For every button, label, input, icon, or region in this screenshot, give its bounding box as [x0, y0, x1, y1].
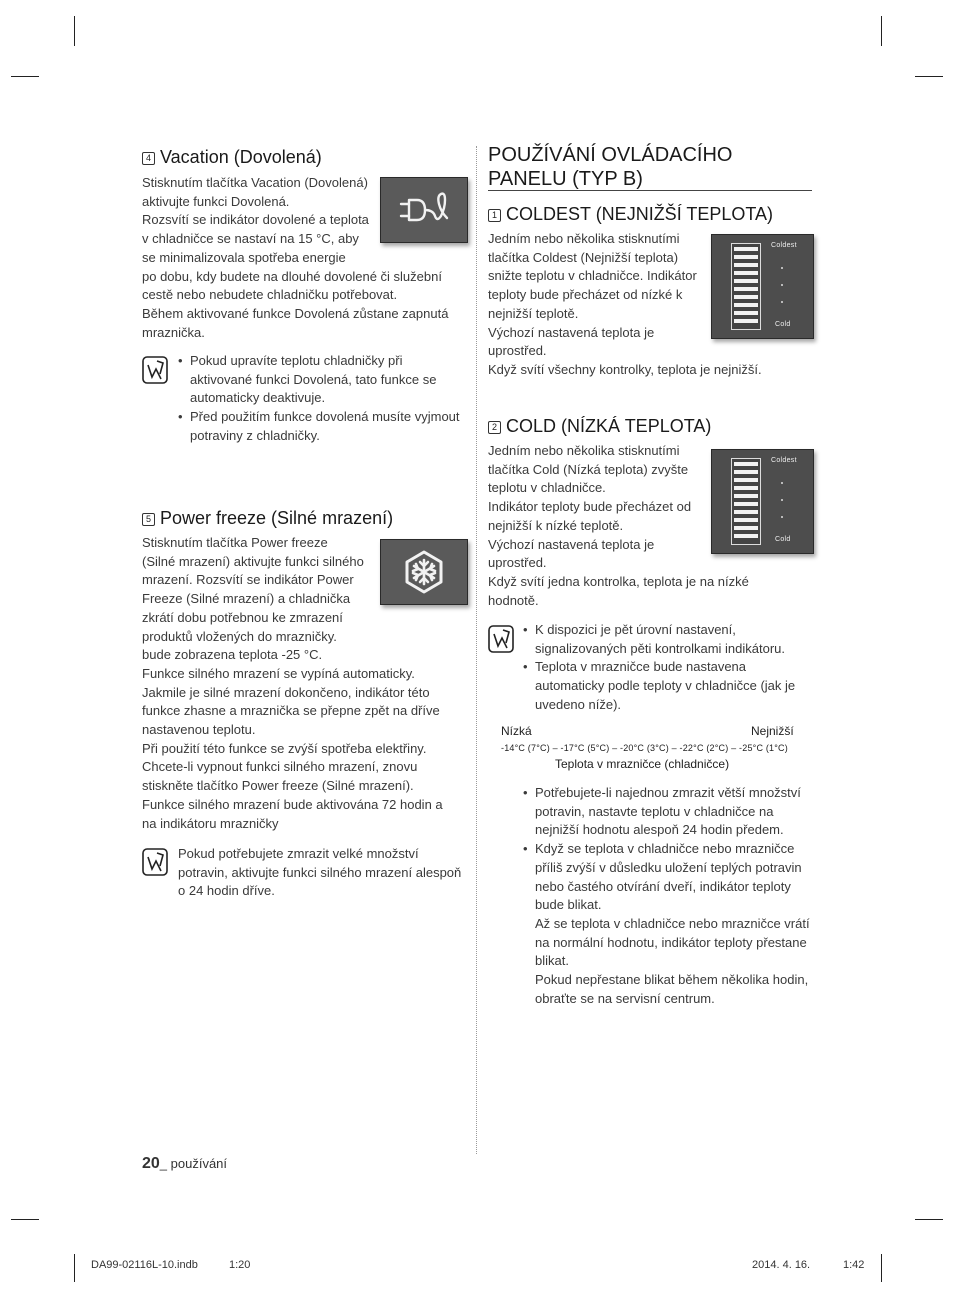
page-title-line: POUŽÍVÁNÍ OVLÁDACÍHO [488, 144, 733, 166]
crop-mark [74, 16, 75, 46]
section-number: 4 [142, 152, 155, 165]
text-line: Indikátor teploty bude přecházet od [488, 499, 692, 515]
column-divider [476, 146, 477, 1154]
footer-filename: DA99-02116L-10.indb [91, 1259, 198, 1271]
text-line: Jakmile je silné mrazení dokončeno, indikátor této [142, 684, 430, 700]
vacation-heading [142, 146, 322, 168]
text-line: (Silné mrazení) aktivujte funkci silného [142, 553, 364, 569]
text-line: funkce zhasne a mraznička se přepne zpět na dříve [142, 703, 440, 719]
text-line: Když svítí jedna kontrolka, teplota je na nízké [488, 573, 749, 589]
note-item: • Když se teplota v chladničce nebo mrazničce příliš zvýší v důsledku uložení teplých potravin nebo častého otvírání dveří, indikátor teploty bude blikat. Až se teplota v chladničce nebo mrazničce vrátí na normální hodnotu, indikátor teploty přestane blikat. Pokud nepřestane blikat během několika hodin, obraťte se na servisní centrum. [523, 840, 815, 1008]
indicator-bar [734, 263, 758, 267]
indicator-dot [781, 267, 783, 269]
indicator-dot [781, 516, 783, 518]
plug-icon [381, 178, 467, 242]
coldest-panel-image [711, 234, 814, 339]
text-line: Rozsvítí se indikátor dovolené a teplota [142, 212, 369, 228]
text-line: stiskněte tlačítko Power freeze (Silné mrazení). [142, 778, 414, 794]
coldest-label: Coldest [771, 242, 797, 249]
page-title [488, 143, 733, 191]
text-line: Freeze (Silné mrazení) a chladnička [142, 591, 351, 607]
text-line: zkrátí dobu potřebnou ke zmrazení [142, 609, 343, 625]
indicator-bar [734, 486, 758, 490]
note-pencil-icon [142, 356, 168, 384]
text-line: Chcete-li vypnout funkci silného mrazení, znovu [142, 759, 418, 775]
text-line: tlačítka Cold (Nízká teplota) zvyšte [488, 461, 689, 477]
scale-caption: Teplota v mrazničce (chladničce) [555, 757, 730, 771]
indicator-bar [734, 319, 758, 323]
temperature-bars [731, 243, 761, 330]
scale-high-label: Nejnižší [751, 724, 794, 738]
indicator-bar [734, 470, 758, 474]
indicator-bar [734, 478, 758, 482]
indicator-bar [734, 311, 758, 315]
text-line: teploty bude přecházet od nízké k [488, 287, 683, 303]
note-item: • Teplota v mrazničce bude nastavena automaticky podle teploty v chladničce (jak je uvedeno níže). [523, 658, 815, 714]
cold-heading [488, 415, 711, 437]
text-line: nastavenou teplotu. [142, 722, 256, 738]
indicator-bar [734, 534, 758, 538]
page-number: 20 [142, 1155, 160, 1172]
vacation-title: Vacation (Dovolená) [160, 147, 322, 167]
text-line: Když svítí všechny kontrolky, teplota je nejnižší. [488, 361, 762, 377]
text-line: teplotu v chladničce. [488, 480, 606, 496]
page-number-line [142, 1155, 227, 1173]
crop-mark [74, 1254, 75, 1282]
text-line: nejnižší k nízké teplotě. [488, 517, 624, 533]
cold-panel-image [711, 449, 814, 554]
crop-mark [915, 1219, 943, 1220]
text-line: uprostřed. [488, 343, 547, 359]
text-line: Stisknutím tlačítka Power freeze [142, 535, 328, 550]
text-line: aktivujte funkci Dovolená. [142, 193, 290, 209]
section-number: 5 [142, 513, 155, 526]
page-section-label: _ používání [159, 1156, 228, 1171]
text-line: mrazení. Rozsvítí se indikátor Power [142, 572, 354, 588]
scale-low-label: Nízká [501, 724, 532, 738]
vacation-button-image [380, 177, 468, 243]
coldest-label: Coldest [771, 457, 797, 464]
crop-mark [11, 76, 39, 77]
power-freeze-title: Power freeze (Silné mrazení) [160, 508, 394, 528]
note-pencil-icon [488, 625, 514, 653]
power-freeze-heading [142, 507, 393, 529]
indicator-bar [734, 510, 758, 514]
note-item: • Potřebujete-li najednou zmrazit větší množství potravin, nastavte teplotu v chladničce na nejnižší hodnotu alespoň 24 hodin předem. [523, 784, 815, 840]
note-pencil-icon [142, 848, 168, 876]
text-line: cestě nebo nebudete chladničku potřebovat. [142, 287, 398, 303]
indicator-bar [734, 303, 758, 307]
note-item: • Před použitím funkce dovolená musíte vyjmout potraviny z chladničky. [178, 408, 464, 445]
indicator-bar [734, 502, 758, 506]
snowflake-icon [381, 540, 467, 604]
text-line: mraznička. [142, 324, 205, 340]
indicator-dot [781, 482, 783, 484]
section-number: 2 [488, 421, 501, 434]
text-line: se minimalizovala spotřeba energie [142, 249, 346, 265]
title-underline [488, 190, 812, 191]
note-item: • K dispozici je pět úrovní nastavení, signalizovaných pěti kontrolkami indikátoru. [523, 621, 815, 658]
indicator-bar [734, 271, 758, 275]
note-item: • Pokud upravíte teplotu chladničky při aktivované funkci Dovolená, tato funkce se automaticky deaktivuje. [178, 352, 464, 408]
indicator-bar [734, 247, 758, 251]
crop-mark [881, 1254, 882, 1282]
vacation-notes [178, 352, 464, 446]
page-title-line: PANELU (TYP B) [488, 168, 643, 190]
coldest-heading [488, 203, 773, 225]
crop-mark [915, 76, 943, 77]
text-line: po dobu, kdy budete na dlouhé dovolené či služební [142, 268, 442, 284]
text-line: Funkce silného mrazení bude aktivována 72 hodin a [142, 796, 443, 812]
text-line: v chladničce se nastaví na 15 °C, aby [142, 231, 359, 247]
indicator-bar [734, 494, 758, 498]
temperature-scale: -14°C (7°C) – -17°C (5°C) – -20°C (3°C) – -22°C (2°C) – -25°C (1°C) [501, 743, 788, 753]
text-line: Jedním nebo několika stisknutími [488, 443, 680, 458]
indicator-dot [781, 301, 783, 303]
indicator-bar [734, 462, 758, 466]
indicator-bar [734, 279, 758, 283]
footer-date: 2014. 4. 16. [752, 1259, 811, 1271]
text-line: nejnižší teplotě. [488, 305, 579, 321]
text-line: Během aktivované funkce Dovolená zůstane zapnutá [142, 305, 449, 321]
crop-mark [11, 1219, 39, 1220]
indicator-bar [734, 518, 758, 522]
cold-title: COLD (NÍZKÁ TEPLOTA) [506, 416, 712, 436]
footer-time: 1:42 [843, 1259, 865, 1271]
panel-notes-a [523, 621, 815, 715]
text-line: Stisknutím tlačítka Vacation (Dovolená) [142, 175, 368, 190]
power-freeze-note: Pokud potřebujete zmrazit velké množství potravin, aktivujte funkci silného mrazení alespoň o 24 hodin dříve. [178, 846, 462, 899]
indicator-bar [734, 526, 758, 530]
text-line: Při použití této funkce se zvýší spotřeba elektřiny. [142, 740, 427, 756]
section-number: 1 [488, 209, 501, 222]
panel-notes-b [523, 784, 815, 1008]
text-line: na indikátoru mrazničky [142, 815, 279, 831]
text-line: Funkce silného mrazení se vypíná automaticky. [142, 665, 415, 681]
text-line: uprostřed. [488, 555, 547, 571]
indicator-dot [781, 499, 783, 501]
text-line: bude zobrazena teplota -25 °C. [142, 647, 323, 663]
coldest-title: COLDEST (NEJNIŽŠÍ TEPLOTA) [506, 204, 774, 224]
cold-label: Cold [775, 321, 791, 328]
text-line: Jedním nebo několika stisknutími [488, 231, 680, 246]
text-line: produktů vložených do mrazničky. [142, 628, 337, 644]
footer-file-time: 1:20 [229, 1259, 251, 1271]
crop-mark [881, 16, 882, 46]
indicator-dot [781, 284, 783, 286]
text-line: Výchozí nastavená teplota je [488, 324, 655, 340]
power-freeze-button-image [380, 539, 468, 605]
cold-label: Cold [775, 536, 791, 543]
text-line: hodnotě. [488, 592, 539, 608]
indicator-bar [734, 295, 758, 299]
indicator-bar [734, 287, 758, 291]
text-line: tlačítka Coldest (Nejnižší teplota) [488, 249, 679, 265]
temperature-bars [731, 458, 761, 545]
text-line: snižte teplotu v chladničce. Indikátor [488, 268, 697, 284]
text-line: Výchozí nastavená teplota je [488, 536, 655, 552]
indicator-bar [734, 255, 758, 259]
